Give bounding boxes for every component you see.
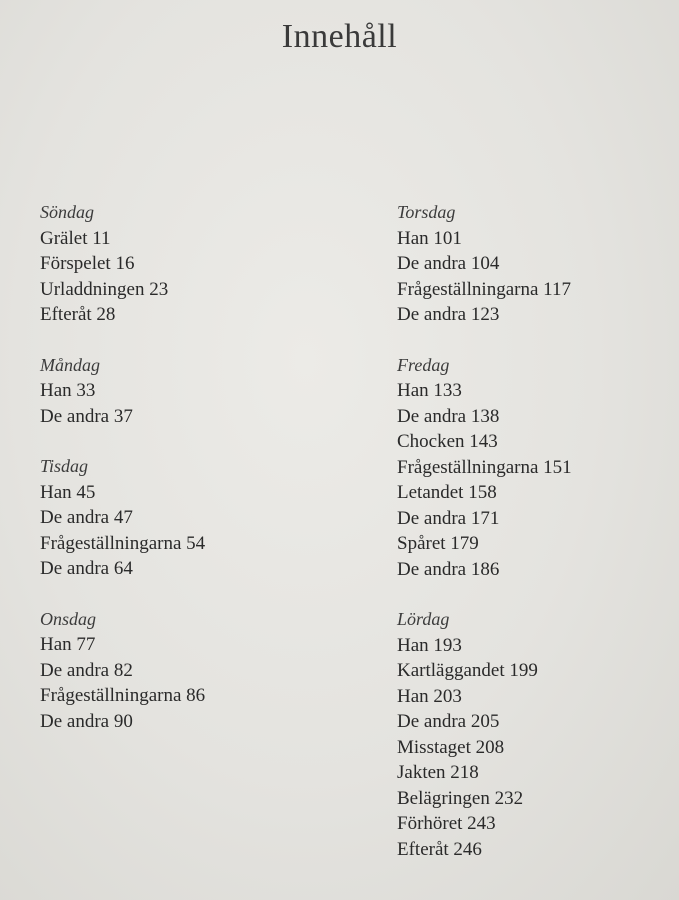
day-heading: Tisdag (40, 456, 89, 476)
toc-entry: Efteråt 28 (40, 304, 116, 325)
toc-entry: Frågeställningarna 54 (40, 532, 206, 554)
toc-entry: Han 193 (397, 634, 462, 656)
toc-entry: Jakten 218 (397, 762, 479, 783)
toc-entry: De andra 123 (397, 304, 500, 325)
toc-entry: Frågeställningarna 86 (40, 685, 206, 706)
toc-entry: Urladdningen 23 (40, 278, 169, 300)
toc-entry: De andra 37 (40, 405, 133, 427)
day-section (40, 607, 340, 735)
toc-entry: De andra 64 (40, 558, 133, 579)
toc-entry: Han 133 (397, 380, 462, 401)
day-section (40, 454, 340, 582)
toc-entry: Grälet 11 (40, 227, 111, 249)
toc-entry: Han 45 (40, 481, 96, 503)
day-section (397, 607, 679, 862)
day-section (397, 353, 679, 583)
toc-entry: Frågeställningarna 117 (397, 278, 571, 300)
toc-entry: Belägringen 232 (397, 787, 524, 809)
toc-entry: De andra 90 (40, 710, 133, 732)
toc-entry: De andra 205 (397, 711, 500, 732)
toc-entry: Spåret 179 (397, 533, 479, 554)
toc-entry: Han 33 (40, 380, 96, 401)
toc-entry: De andra 47 (40, 507, 133, 528)
day-section (40, 353, 340, 430)
toc-entry: Kartläggandet 199 (397, 660, 538, 681)
page-title: Innehåll (281, 18, 398, 55)
toc-column-left (40, 200, 340, 759)
toc-entry: Han 77 (40, 634, 96, 655)
day-heading: Söndag (40, 202, 94, 222)
toc-entry: Förspelet 16 (40, 253, 135, 274)
toc-column-right (397, 200, 679, 887)
day-section (40, 200, 340, 328)
day-heading: Fredag (397, 354, 450, 375)
toc-entry: Förhöret 243 (397, 813, 496, 834)
day-heading: Lördag (397, 609, 450, 629)
toc-entry: Han 203 (397, 685, 462, 707)
toc-entry: De andra 138 (397, 405, 500, 427)
day-heading: Onsdag (40, 608, 97, 629)
toc-entry: Letandet 158 (397, 482, 497, 503)
toc-entry: Misstaget 208 (397, 736, 505, 758)
toc-entry: De andra 171 (397, 507, 500, 529)
toc-entry: De andra 186 (397, 558, 500, 580)
toc-entry: De andra 104 (397, 253, 500, 274)
day-section (397, 200, 679, 328)
day-heading: Måndag (40, 354, 100, 375)
day-heading: Torsdag (397, 202, 456, 222)
toc-entry: De andra 82 (40, 659, 133, 681)
toc-entry: Efteråt 246 (397, 838, 482, 860)
toc-entry: Frågeställningarna 151 (397, 456, 572, 478)
toc-entry: Han 101 (397, 227, 462, 249)
toc-entry: Chocken 143 (397, 431, 498, 452)
